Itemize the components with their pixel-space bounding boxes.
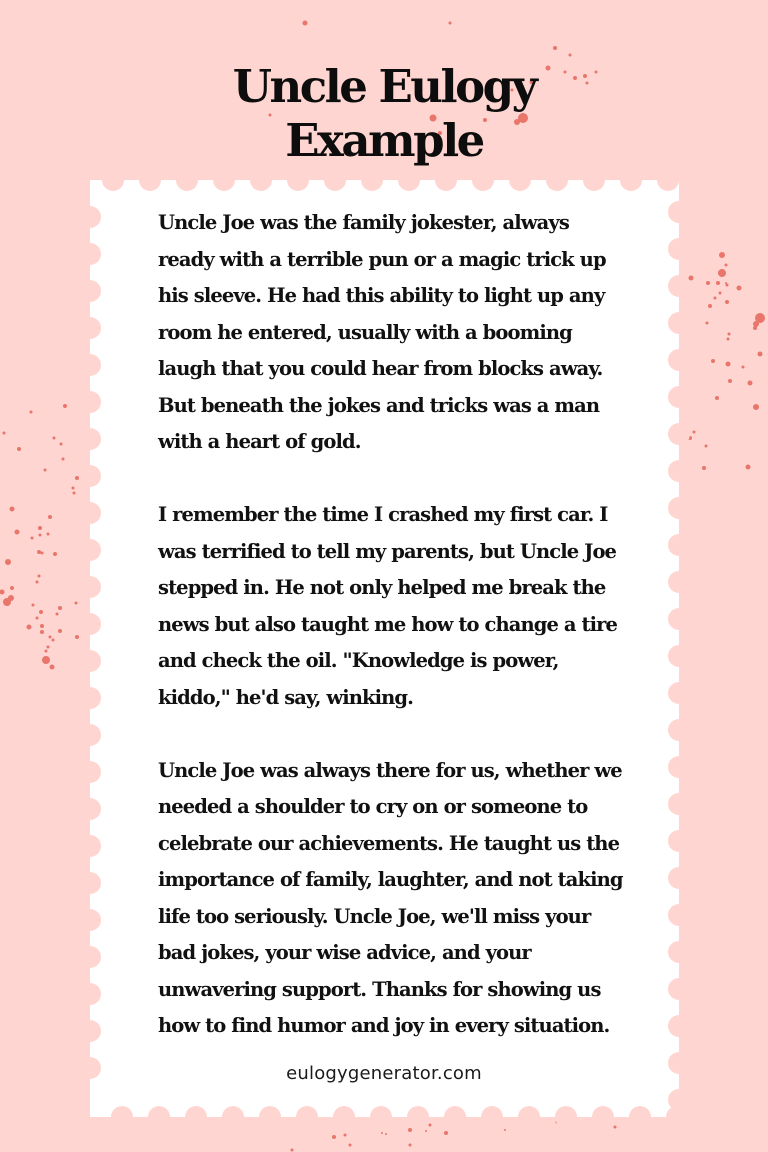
paragraph-1: Uncle Joe was the family jokester, always ready with a terrible pun or a magic trick up his sleeve. He had this ability to light up any room he entered, usually with a booming laugh that you could hear from blocks away. But beneath the jokes and tricks was a man with a heart of gold.: [158, 211, 606, 453]
site-credit: eulogygenerator.com: [286, 1063, 482, 1084]
title-line-1: Uncle Eulogy: [232, 60, 536, 114]
paragraph-2: I remember the time I crashed my first car. I was terrified to tell my parents, but Uncle Joe stepped in. He not only helped me break the news but also taught me how to change a tire and check the oil. "Knowledge is power, kiddo," he'd say, winking.: [158, 503, 617, 709]
paragraph-3: Uncle Joe was always there for us, whether we needed a shoulder to cry on or someone to celebrate our achievements. He taught us the importance of family, laughter, and not taking life too seriously. Uncle Joe, we'll miss your bad jokes, your wise advice, and your unwavering support. Thanks for showing us how to find humor and joy in every situation.: [158, 758, 623, 1037]
title-line-2: Example: [285, 114, 483, 168]
eulogy-body: [158, 205, 628, 1081]
page-title: [0, 60, 768, 168]
